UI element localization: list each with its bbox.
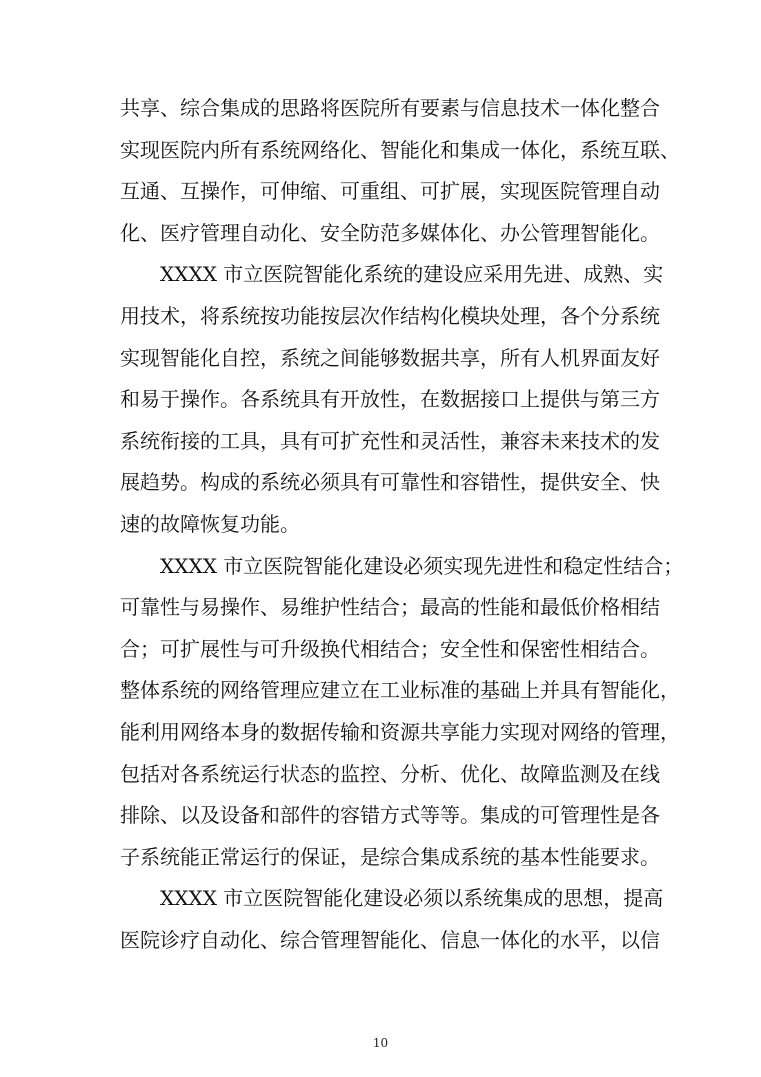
page-number: 10 xyxy=(372,1036,389,1050)
text-line: XXXX 市立医院智能化建设必须以系统集成的思想，提高 xyxy=(160,886,664,911)
text-line: 整体系统的网络管理应建立在工业标准的基础上并具有智能化， xyxy=(120,678,680,703)
paragraph xyxy=(120,670,680,878)
body-text xyxy=(120,88,684,961)
paragraph xyxy=(120,88,680,254)
text-line: 共享、综合集成的思路将医院所有要素与信息技术一体化整合 xyxy=(120,96,660,120)
text-line: 系统衔接的工具，具有可扩充性和灵活性，兼容未来技术的发 xyxy=(120,428,660,453)
text-line: 展趋势。构成的系统必须具有可靠性和容错性，提供安全、快 xyxy=(120,470,660,495)
text-line: 化、医疗管理自动化、安全防范多媒体化、办公管理智能化。 xyxy=(120,220,660,245)
text-line: 实现医院内所有系统网络化、智能化和集成一体化，系统互联、 xyxy=(120,137,680,162)
text-line: 能利用网络本身的数据传输和资源共享能力实现对网络的管理， xyxy=(120,719,680,744)
text-line: 包括对各系统运行状态的监控、分析、优化、故障监测及在线 xyxy=(120,761,660,786)
text-line: 和易于操作。各系统具有开放性，在数据接口上提供与第三方 xyxy=(120,387,660,412)
paragraph xyxy=(120,254,664,545)
text-line: 可靠性与易操作、易维护性结合；最高的性能和最低价格相结 xyxy=(120,595,660,620)
text-line: 合；可扩展性与可升级换代相结合；安全性和保密性相结合。 xyxy=(120,636,660,661)
paragraph xyxy=(120,546,684,671)
text-line: 互通、互操作，可伸缩、可重组、可扩展，实现医院管理自动 xyxy=(120,179,660,204)
text-line: 排除、以及设备和部件的容错方式等等。集成的可管理性是各 xyxy=(120,803,660,828)
text-line: 医院诊疗自动化、综合管理智能化、信息一体化的水平，以信 xyxy=(120,927,660,952)
text-line: 子系统能正常运行的保证，是综合集成系统的基本性能要求。 xyxy=(120,844,660,869)
paragraph xyxy=(120,878,664,961)
text-line: 实现智能化自控，系统之间能够数据共享，所有人机界面友好 xyxy=(120,345,660,370)
text-line: 用技术，将系统按功能按层次作结构化模块处理，各个分系统 xyxy=(120,303,660,328)
text-line: 速的故障恢复功能。 xyxy=(120,511,300,536)
text-line: XXXX 市立医院智能化系统的建设应采用先进、成熟、实 xyxy=(160,262,664,287)
text-line: XXXX 市立医院智能化建设必须实现先进性和稳定性结合； xyxy=(160,553,684,578)
